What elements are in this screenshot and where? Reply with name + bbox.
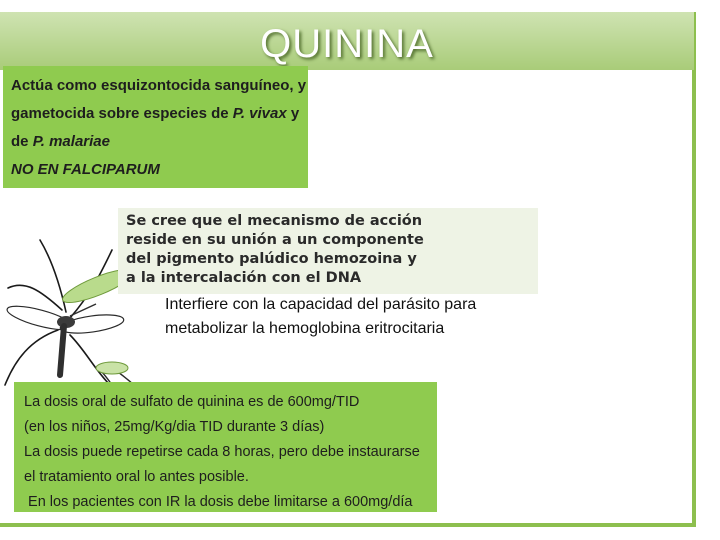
species-vivax: P. vivax bbox=[232, 105, 287, 122]
mechanism-line-3: del pigmento palúdico hemozoina y bbox=[126, 251, 417, 267]
mosquito-proboscis bbox=[70, 304, 96, 316]
action-line-3-text: de bbox=[11, 133, 33, 150]
action-line-2-text: gametocida sobre especies de bbox=[11, 105, 233, 122]
dosage-line-3: La dosis puede repetirse cada 8 horas, pero debe instaurarse bbox=[24, 444, 420, 460]
species-malariae: P. malariae bbox=[32, 133, 110, 150]
action-line-1: Actúa como esquizontocida sanguíneo, y bbox=[11, 77, 307, 94]
interference-text bbox=[165, 293, 545, 341]
mechanism-box bbox=[118, 208, 538, 294]
interference-line-2: metabolizar la hemoglobina eritrocitaria bbox=[165, 320, 445, 337]
mechanism-line-1: Se cree que el mecanismo de acción bbox=[126, 213, 423, 229]
action-line-2 bbox=[11, 100, 304, 128]
action-line-4 bbox=[11, 156, 304, 184]
action-line-3 bbox=[11, 128, 304, 156]
dosage-line-4: el tratamiento oral lo antes posible. bbox=[24, 469, 249, 485]
mosquito-leg bbox=[70, 335, 110, 385]
dosage-line-5: En los pacientes con IR la dosis debe limitarse a 600mg/día bbox=[24, 494, 413, 510]
mosquito-abdomen bbox=[60, 326, 64, 375]
mechanism-line-2: reside en su unión a un componente bbox=[126, 232, 424, 248]
dosage-box bbox=[14, 382, 437, 512]
dosage-line-1: La dosis oral de sulfato de quinina es de 600mg/TID bbox=[24, 394, 360, 410]
mosquito-leg bbox=[5, 330, 58, 385]
action-box bbox=[3, 66, 308, 188]
interference-line-1: Interfiere con la capacidad del parásito para bbox=[165, 296, 477, 313]
no-falciparum-note: NO EN FALCIPARUM bbox=[11, 161, 160, 178]
mosquito-wing bbox=[96, 362, 128, 374]
mechanism-line-4: a la intercalación con el DNA bbox=[126, 270, 362, 286]
dosage-line-2: (en los niños, 25mg/Kg/dia TID durante 3 días) bbox=[24, 419, 325, 435]
action-line-2-end: y bbox=[286, 105, 300, 122]
slide-title: QUININA bbox=[260, 22, 434, 66]
